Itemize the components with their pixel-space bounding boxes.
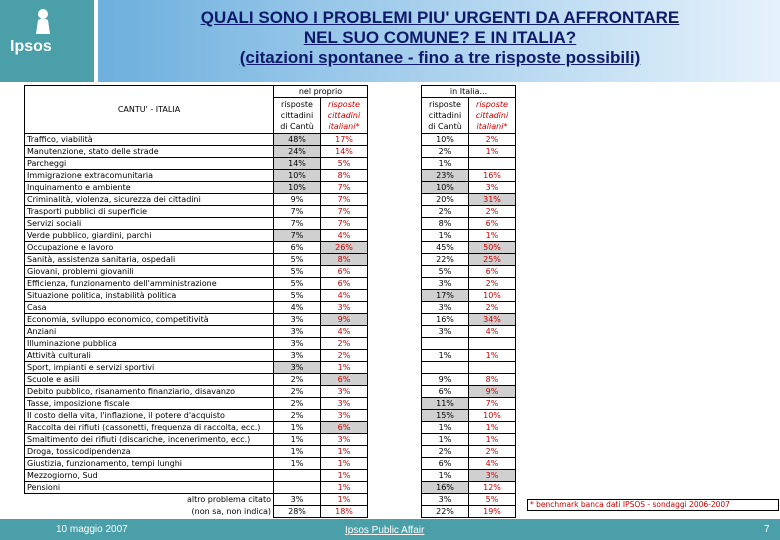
- cell-italiani-local: 6%: [321, 278, 368, 290]
- col-header-cittadini-local: risposte cittadini di Cantù: [274, 98, 321, 134]
- row-label: Debito pubblico, risanamento finanziario, disavanzo: [25, 386, 274, 398]
- cell-cittadini-italy: 6%: [422, 458, 469, 470]
- row-label: Immigrazione extracomunitaria: [25, 170, 274, 182]
- row-label: Anziani: [25, 326, 274, 338]
- cell-cittadini-italy: 3%: [422, 494, 469, 506]
- col-header-italiani-italy: risposte cittadini italiani*: [469, 98, 516, 134]
- cell-cittadini-italy: 1%: [422, 230, 469, 242]
- row-label: Raccolta dei rifiuti (cassonetti, frequenza di raccolta, ecc.): [25, 422, 274, 434]
- table-row: [25, 338, 516, 350]
- cell-italiani-italy: 3%: [469, 182, 516, 194]
- cell-cittadini-local: 1%: [274, 458, 321, 470]
- table-row: [25, 434, 516, 446]
- cell-cittadini-local: 5%: [274, 278, 321, 290]
- cell-cittadini-local: 7%: [274, 218, 321, 230]
- row-label: Economia, sviluppo economico, competitività: [25, 314, 274, 326]
- cell-italiani-local: 14%: [321, 146, 368, 158]
- cell-cittadini-italy: 23%: [422, 170, 469, 182]
- cell-italiani-italy: 5%: [469, 494, 516, 506]
- row-label: Sanità, assistenza sanitaria, ospedali: [25, 254, 274, 266]
- summary-label: altro problema citato: [186, 494, 271, 504]
- cell-cittadini-italy: 2%: [422, 146, 469, 158]
- cell-cittadini-italy: 1%: [422, 434, 469, 446]
- cell-cittadini-local: 5%: [274, 254, 321, 266]
- table-row: [25, 422, 516, 434]
- cell-italiani-local: 26%: [321, 242, 368, 254]
- table-row: [25, 314, 516, 326]
- cell-italiani-italy: 16%: [469, 170, 516, 182]
- cell-cittadini-italy: 2%: [422, 446, 469, 458]
- cell-cittadini-local: 5%: [274, 266, 321, 278]
- cell-cittadini-italy: 45%: [422, 242, 469, 254]
- row-label: Mezzogiorno, Sud: [25, 470, 274, 482]
- logo-figure-icon: [30, 8, 56, 34]
- cell-cittadini-italy: 3%: [422, 278, 469, 290]
- footer-link[interactable]: Ipsos Public Affair: [345, 525, 425, 536]
- cell-cittadini-italy: 1%: [422, 422, 469, 434]
- row-label: Il costo della vita, l'inflazione, il potere d'acquisto: [25, 410, 274, 422]
- cell-cittadini-italy: 16%: [422, 482, 469, 494]
- cell-italiani-local: 3%: [321, 398, 368, 410]
- cell-italiani-local: 6%: [321, 266, 368, 278]
- cell-cittadini-local: 28%: [274, 506, 321, 518]
- cell-italiani-local: 7%: [321, 194, 368, 206]
- cell-italiani-local: 3%: [321, 410, 368, 422]
- cell-italiani-local: 1%: [321, 362, 368, 374]
- cell-cittadini-local: 1%: [274, 434, 321, 446]
- cell-italiani-italy: 10%: [469, 290, 516, 302]
- table-row: [25, 458, 516, 470]
- cell-italiani-italy: [469, 338, 516, 350]
- cell-cittadini-italy: 16%: [422, 314, 469, 326]
- table-row: [25, 182, 516, 194]
- cell-italiani-italy: 3%: [469, 470, 516, 482]
- cell-cittadini-italy: 1%: [422, 158, 469, 170]
- cell-cittadini-local: 7%: [274, 206, 321, 218]
- table-row: [25, 302, 516, 314]
- row-label: Scuole e asili: [25, 374, 274, 386]
- title-line-1: QUALI SONO I PROBLEMI PIU' URGENTI DA AFFRONTARE: [200, 8, 680, 27]
- row-label: Parcheggi: [25, 158, 274, 170]
- cell-italiani-local: 2%: [321, 338, 368, 350]
- cell-cittadini-local: 1%: [274, 422, 321, 434]
- cell-italiani-italy: 1%: [469, 146, 516, 158]
- cell-italiani-local: 1%: [321, 446, 368, 458]
- cell-cittadini-italy: 10%: [422, 182, 469, 194]
- cell-cittadini-local: 3%: [274, 314, 321, 326]
- cell-italiani-italy: 1%: [469, 434, 516, 446]
- row-label: Illuminazione pubblica: [25, 338, 274, 350]
- cell-cittadini-local: 2%: [274, 398, 321, 410]
- cell-italiani-italy: 6%: [469, 266, 516, 278]
- row-label: Efficienza, funzionamento dell'amministrazione: [25, 278, 274, 290]
- cell-italiani-local: 3%: [321, 434, 368, 446]
- cell-italiani-local: 5%: [321, 158, 368, 170]
- cell-italiani-local: 3%: [321, 302, 368, 314]
- table-row: [25, 170, 516, 182]
- row-label: Servizi sociali: [25, 218, 274, 230]
- cell-cittadini-italy: 17%: [422, 290, 469, 302]
- cell-cittadini-local: 48%: [274, 134, 321, 146]
- cell-cittadini-italy: 6%: [422, 386, 469, 398]
- footer-band: [0, 519, 780, 540]
- row-label: Tasse, imposizione fiscale: [25, 398, 274, 410]
- table-corner-label: CANTU' - ITALIA: [25, 86, 274, 134]
- cell-italiani-italy: 12%: [469, 482, 516, 494]
- cell-cittadini-local: 24%: [274, 146, 321, 158]
- row-label: Droga, tossicodipendenza: [25, 446, 274, 458]
- cell-cittadini-italy: [422, 362, 469, 374]
- cell-cittadini-italy: 1%: [422, 350, 469, 362]
- cell-cittadini-italy: 11%: [422, 398, 469, 410]
- group-local-header: nel proprio: [274, 86, 368, 98]
- cell-italiani-italy: 2%: [469, 134, 516, 146]
- table-row: [25, 470, 516, 482]
- col-header-italiani-local: risposte cittadini italiani*: [321, 98, 368, 134]
- table-row: [25, 218, 516, 230]
- cell-cittadini-italy: 3%: [422, 302, 469, 314]
- cell-italiani-italy: [469, 158, 516, 170]
- cell-cittadini-local: 4%: [274, 302, 321, 314]
- cell-cittadini-italy: 15%: [422, 410, 469, 422]
- table-row: [25, 398, 516, 410]
- cell-italiani-italy: [469, 362, 516, 374]
- cell-italiani-italy: 1%: [469, 422, 516, 434]
- row-label: Casa: [25, 302, 274, 314]
- cell-italiani-local: 1%: [321, 470, 368, 482]
- table-row: [25, 254, 516, 266]
- table-row: [25, 194, 516, 206]
- footer-date: 10 maggio 2007: [56, 524, 128, 535]
- cell-italiani-italy: 2%: [469, 446, 516, 458]
- cell-italiani-local: 1%: [321, 494, 368, 506]
- cell-cittadini-local: 1%: [274, 446, 321, 458]
- row-label: Attività culturali: [25, 350, 274, 362]
- cell-italiani-local: 1%: [321, 482, 368, 494]
- row-label: Traffico, viabilità: [25, 134, 274, 146]
- table-row: [25, 386, 516, 398]
- row-label: Situazione politica, instabilità politica: [25, 290, 274, 302]
- cell-cittadini-local: 2%: [274, 410, 321, 422]
- cell-cittadini-italy: 9%: [422, 374, 469, 386]
- table-row: [25, 230, 516, 242]
- cell-italiani-local: 4%: [321, 290, 368, 302]
- cell-cittadini-italy: 22%: [422, 506, 469, 518]
- table-row: [25, 482, 516, 494]
- table-row: [25, 278, 516, 290]
- table-group-header-row: [25, 86, 516, 98]
- cell-italiani-italy: 8%: [469, 374, 516, 386]
- cell-cittadini-local: 10%: [274, 170, 321, 182]
- cell-italiani-italy: 1%: [469, 350, 516, 362]
- summary-label: (non sa, non indica): [191, 506, 271, 516]
- table-row: [25, 362, 516, 374]
- table-row: [25, 266, 516, 278]
- table-row: [25, 206, 516, 218]
- cell-cittadini-local: 3%: [274, 350, 321, 362]
- cell-cittadini-italy: [422, 338, 469, 350]
- cell-italiani-local: 3%: [321, 386, 368, 398]
- row-label: Trasporti pubblici di superficie: [25, 206, 274, 218]
- cell-italiani-italy: 4%: [469, 326, 516, 338]
- cell-cittadini-local: [274, 482, 321, 494]
- cell-cittadini-local: 14%: [274, 158, 321, 170]
- row-label: Sport, impianti e servizi sportivi: [25, 362, 274, 374]
- cell-cittadini-local: 2%: [274, 386, 321, 398]
- cell-cittadini-local: 3%: [274, 362, 321, 374]
- cell-italiani-italy: 34%: [469, 314, 516, 326]
- cell-cittadini-local: 9%: [274, 194, 321, 206]
- title-line-2: NEL SUO COMUNE? E IN ITALIA?: [303, 28, 577, 47]
- cell-italiani-local: 18%: [321, 506, 368, 518]
- cell-italiani-italy: 31%: [469, 194, 516, 206]
- cell-italiani-italy: 25%: [469, 254, 516, 266]
- cell-italiani-italy: 1%: [469, 230, 516, 242]
- cell-italiani-local: 7%: [321, 182, 368, 194]
- cell-cittadini-italy: 22%: [422, 254, 469, 266]
- problems-table: [24, 85, 516, 518]
- cell-italiani-local: 7%: [321, 218, 368, 230]
- cell-cittadini-local: 3%: [274, 326, 321, 338]
- cell-cittadini-italy: 2%: [422, 206, 469, 218]
- cell-cittadini-italy: 3%: [422, 326, 469, 338]
- ipsos-logo: [0, 0, 94, 82]
- row-label: Inquinamento e ambiente: [25, 182, 274, 194]
- table-row: [25, 146, 516, 158]
- table-row-summary: [25, 506, 516, 518]
- cell-italiani-local: 9%: [321, 314, 368, 326]
- cell-cittadini-italy: 20%: [422, 194, 469, 206]
- row-label: Manutenzione, stato delle strade: [25, 146, 274, 158]
- table-row: [25, 326, 516, 338]
- cell-italiani-local: 2%: [321, 350, 368, 362]
- cell-italiani-italy: 4%: [469, 458, 516, 470]
- cell-italiani-italy: 2%: [469, 206, 516, 218]
- cell-cittadini-local: [274, 470, 321, 482]
- cell-italiani-local: 17%: [321, 134, 368, 146]
- header-band: [0, 0, 780, 82]
- table-row: [25, 350, 516, 362]
- page-number: 7: [764, 524, 770, 535]
- cell-cittadini-italy: 5%: [422, 266, 469, 278]
- group-italy-header: in Italia...: [422, 86, 516, 98]
- logo-divider: [94, 0, 98, 82]
- cell-cittadini-local: 10%: [274, 182, 321, 194]
- cell-cittadini-italy: 8%: [422, 218, 469, 230]
- cell-cittadini-italy: 10%: [422, 134, 469, 146]
- footnote: * benchmark banca dati IPSOS - sondaggi 2006-2007: [527, 499, 779, 511]
- table-row: [25, 158, 516, 170]
- table-row: [25, 446, 516, 458]
- cell-italiani-local: 8%: [321, 254, 368, 266]
- logo-text: Ipsos: [10, 38, 52, 55]
- cell-italiani-italy: 7%: [469, 398, 516, 410]
- cell-italiani-local: 4%: [321, 230, 368, 242]
- row-label: Verde pubblico, giardini, parchi: [25, 230, 274, 242]
- table-row-summary: [25, 494, 516, 506]
- cell-italiani-local: 6%: [321, 422, 368, 434]
- cell-italiani-local: 8%: [321, 170, 368, 182]
- cell-italiani-italy: 2%: [469, 302, 516, 314]
- cell-cittadini-local: 5%: [274, 290, 321, 302]
- table-row: [25, 374, 516, 386]
- row-label: Pensioni: [25, 482, 274, 494]
- cell-italiani-italy: 2%: [469, 278, 516, 290]
- row-label: Criminalità, violenza, sicurezza dei cittadini: [25, 194, 274, 206]
- cell-italiani-local: 7%: [321, 206, 368, 218]
- cell-italiani-italy: 6%: [469, 218, 516, 230]
- table-row: [25, 134, 516, 146]
- cell-italiani-italy: 10%: [469, 410, 516, 422]
- cell-italiani-local: 1%: [321, 458, 368, 470]
- row-label: Giovani, problemi giovanili: [25, 266, 274, 278]
- cell-cittadini-local: 2%: [274, 374, 321, 386]
- cell-cittadini-italy: 1%: [422, 470, 469, 482]
- cell-italiani-italy: 19%: [469, 506, 516, 518]
- page-title: [100, 8, 780, 68]
- cell-italiani-italy: 9%: [469, 386, 516, 398]
- table-row: [25, 410, 516, 422]
- col-header-cittadini-italy: risposte cittadini di Cantù: [422, 98, 469, 134]
- table-row: [25, 242, 516, 254]
- row-label: Smaltimento dei rifiuti (discariche, incenerimento, ecc.): [25, 434, 274, 446]
- row-label: Giustizia, funzionamento, tempi lunghi: [25, 458, 274, 470]
- cell-cittadini-local: 3%: [274, 338, 321, 350]
- cell-cittadini-local: 3%: [274, 494, 321, 506]
- table-row: [25, 290, 516, 302]
- title-line-3: (citazioni spontanee - fino a tre risposte possibili): [239, 48, 641, 67]
- cell-italiani-local: 4%: [321, 326, 368, 338]
- cell-italiani-italy: 50%: [469, 242, 516, 254]
- cell-cittadini-local: 7%: [274, 230, 321, 242]
- cell-cittadini-local: 6%: [274, 242, 321, 254]
- cell-italiani-local: 6%: [321, 374, 368, 386]
- row-label: Occupazione e lavoro: [25, 242, 274, 254]
